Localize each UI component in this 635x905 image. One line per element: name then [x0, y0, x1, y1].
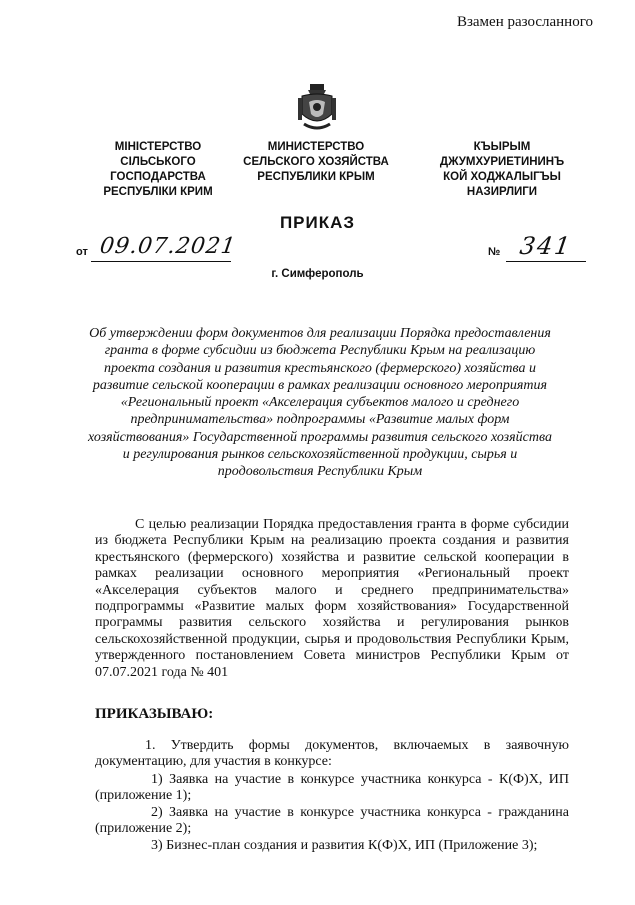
order-subitem: 3) Бизнес-план создания и развития К(Ф)Х, ИП (Приложение 3);: [151, 838, 538, 853]
org-name-crimean-tatar: КЪЫРЫМ ДЖУМХУРИЕТИНИНЪ КОЙ ХОДЖАЛЫГЪЫ НАЗИРЛИГИ: [439, 141, 565, 198]
crimea-coat-of-arms-icon: [296, 84, 338, 132]
stamp-text: Взамен разосланного: [456, 14, 593, 30]
number-prefix: №: [488, 246, 501, 258]
city-line: г. Симферополь: [271, 268, 364, 280]
date-prefix: от: [76, 246, 88, 258]
handwritten-date: 09.07.2021: [98, 234, 238, 259]
order-subitem: 1) Заявка на участие в конкурсе участника конкурса - К(Ф)Х, ИП (приложение 1);: [95, 772, 569, 804]
org-name-ukrainian: МІНІСТЕРСТВО СІЛЬСЬКОГО ГОСПОДАРСТВА РЕСПУБЛІКИ КРИМ: [103, 141, 213, 198]
document-title: Об утверждении форм документов для реализации Порядка предоставления гранта в форме субсидии из бюджета Республики Крым на реализацию проекта создания и развития крестьянского (фермерского) хозяйства и развитие сельской кооперации в рамках реализации основного мероприятия «Региональный проект «Акселерация субъектов малого и среднего предпринимательства» подпрограммы «Развитие малых форм хозяйствования» Государственной программы развития сельского хозяйства и регулирования рынков сельскохозяйственной продукции, сырья и продовольствия Республики Крым: [88, 326, 552, 480]
document-type-heading: ПРИКАЗ: [279, 213, 356, 232]
order-word: ПРИКАЗЫВАЮ:: [95, 706, 214, 722]
handwritten-number: 341: [518, 232, 574, 260]
org-name-russian: МИНИСТЕРСТВО СЕЛЬСКОГО ХОЗЯЙСТВА РЕСПУБЛИКИ КРЫМ: [243, 141, 389, 183]
preamble-paragraph: С целью реализации Порядка предоставления гранта в форме субсидии из бюджета Республики Крым на реализацию проекта создания и развития крестьянского (фермерского) хозяйства и развитие сельской кооперации в рамках реализации основного мероприятия «Региональный проект «Акселерация субъектов малого и среднего предпринимательства» подпрограммы «Развитие малых форм хозяйствования» Государственной программы развития сельского хозяйства и регулирования рынков сельскохозяйственной продукции, сырья и продовольствия Республики Крым, утвержденного постановлением Совета министров Республики Крым от 07.07.2021 года № 401: [95, 517, 569, 680]
order-subitem: 2) Заявка на участие в конкурсе участника конкурса - гражданина (приложение 2);: [95, 805, 569, 837]
order-item-1: 1. Утвердить формы документов, включаемых в заявочную документацию, для участия в конкурсе:: [95, 738, 569, 770]
